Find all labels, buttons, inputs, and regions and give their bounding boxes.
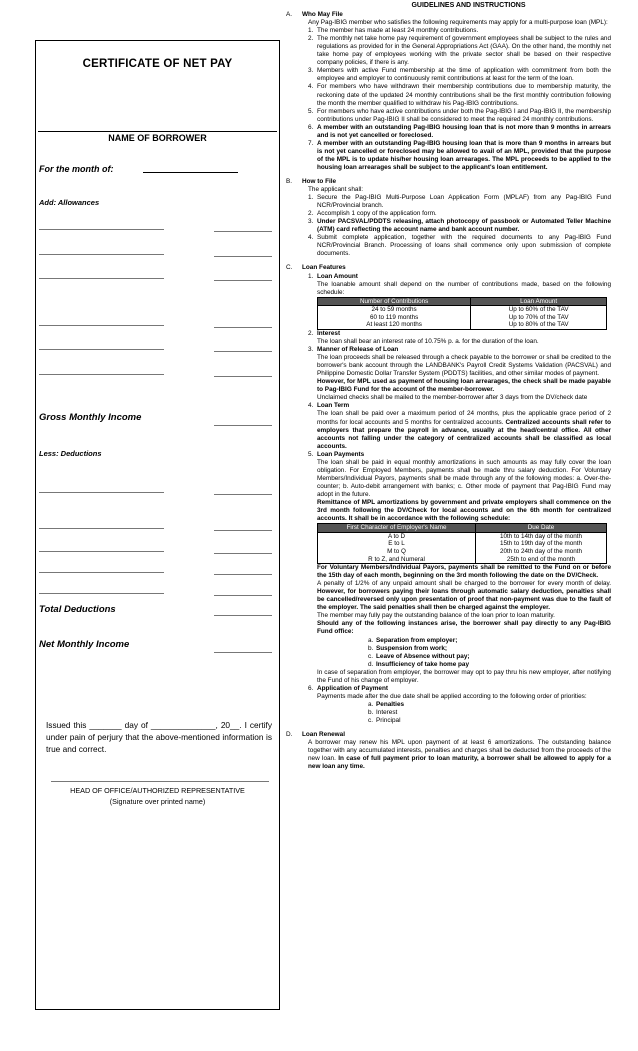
guidelines-title: GUIDELINES AND INSTRUCTIONS bbox=[411, 2, 526, 9]
direct-payment-text: Should any of the following instances arise, the borrower shall pay directly to any Pag-IBIG Fund office: bbox=[317, 620, 611, 636]
list-item: b. Suspension from work; bbox=[368, 644, 448, 652]
table-row: R to Z, and Numeral 25th to end of the month bbox=[318, 556, 607, 564]
section-d-heading: D. Loan Renewal bbox=[286, 731, 345, 739]
gross-amount-line[interactable] bbox=[214, 425, 272, 426]
renewal-text: A borrower may renew his MPL upon payment of at least 6 amortizations. The outstanding balance together with any accumulated interests, penalties and charges shall be deducted from the proceeds of the new loan. In case of full payment prior to loan maturity, a borrower shall be allowed to apply for a new loan any time. bbox=[308, 739, 611, 771]
deduction-amount-line[interactable] bbox=[214, 553, 272, 554]
deduction-line[interactable] bbox=[39, 593, 164, 594]
allowance-line[interactable] bbox=[39, 325, 164, 326]
section-b-heading: B. How to File bbox=[286, 177, 337, 185]
list-item: 5. For members who have active contributions under both the Pag-IBIG I and Pag-IBIG II, the membership contributions under Pag-IBIG II shall be considered to meet the required 24 monthly contributions. bbox=[308, 107, 611, 123]
table-header: Number of Contributions bbox=[318, 297, 471, 306]
deduction-amount-line[interactable] bbox=[214, 530, 272, 531]
allowance-amount-line[interactable] bbox=[214, 280, 272, 281]
signature-caption: (Signature over printed name) bbox=[109, 797, 206, 806]
deduction-line[interactable] bbox=[39, 528, 164, 529]
release-unclaimed-text: Unclaimed checks shall be mailed to the member-borrower after 3 days from the DV/check date bbox=[317, 394, 588, 402]
allowances-label: Add: Allowances bbox=[39, 198, 100, 207]
application-text: Payments made after the due date shall be applied according to the following order of priorities: bbox=[317, 692, 587, 700]
for-month-label: For the month of: bbox=[39, 164, 114, 174]
list-item: 3. Members with active Fund membership at the time of application with commitment from both the employee and employer to continuously remit contributions at least for the term of the loan. bbox=[308, 67, 611, 83]
table-header: Loan Amount bbox=[471, 297, 607, 306]
penalty-text: A penalty of 1/2% of any unpaid amount shall be charged to the borrower for every month of delay. However, for borrowers paying their loans through automatic salary deduction, penalties shall be cancelled/reversed only upon presentation of proof that non-payment was due to the fault of the employer. The said penalties shall then be charged against the employer. bbox=[317, 580, 611, 612]
list-item: 4. For members who have withdrawn their membership contributions due to membership maturity, the reckoning date of the updated 24 monthly contributions shall be the first monthly contribution following the month the member qualified to withdraw his Pag-IBIG contributions. bbox=[308, 83, 611, 107]
release-bold-text: However, for MPL used as payment of housing loan arrearages, the check shall be made payable to Pag-IBIG Fund for the account of the member-borrower. bbox=[317, 378, 611, 394]
list-item: d. Insufficiency of take home pay bbox=[368, 660, 470, 668]
separation-text: In case of separation from employer, the borrower may opt to pay thru his new employer, after notifying the Fund of his change of employer. bbox=[317, 668, 611, 684]
full-payment-text: The member may fully pay the outstanding balance of the loan prior to loan maturity. bbox=[317, 612, 555, 620]
table-row: M to Q 20th to 24th day of the month bbox=[318, 548, 607, 556]
deduction-amount-line[interactable] bbox=[214, 595, 272, 596]
gross-income-label: Gross Monthly Income bbox=[39, 412, 142, 423]
deduction-amount-line[interactable] bbox=[214, 494, 272, 495]
allowance-amount-line[interactable] bbox=[214, 351, 272, 352]
section-c-heading: C. Loan Features bbox=[286, 264, 346, 272]
release-text: The loan proceeds shall be released through a check payable to the borrower or shall be credited to the borrower's bank account through the LANDBANK's Payroll Credit Systems Validation (PACSVAL) and Philippine Domestic Dollar Transfer System (PDDTS) facilities, and other similar modes of payment. bbox=[317, 354, 611, 378]
list-item: 6. A member with an outstanding Pag-IBIG housing loan that is not more than 9 months in arrears and is not yet cancelled or foreclosed. bbox=[308, 123, 611, 139]
deduction-line[interactable] bbox=[39, 551, 164, 552]
section-a-intro: Any Pag-IBIG member who satisfies the following requirements may apply for a multi-purpose loan (MPL): bbox=[308, 19, 608, 27]
signatory-title: HEAD OF OFFICE/AUTHORIZED REPRESENTATIVE bbox=[70, 786, 245, 795]
allowance-amount-line[interactable] bbox=[214, 376, 272, 377]
voluntary-payors-text: For Voluntary Members/Individual Payors, payments shall be remitted to the Fund on or before the 15th day of each month, beginning on the 3rd month following the date on the DV/Check. bbox=[317, 564, 611, 580]
section-a-heading: A. Who May File bbox=[286, 11, 343, 19]
table-header: Due Date bbox=[476, 524, 607, 533]
allowance-amount-line[interactable] bbox=[214, 231, 272, 232]
guidelines-panel bbox=[286, 0, 611, 771]
list-item: 1. Secure the Pag-IBIG Multi-Purpose Loan Application Form (MPLAF) from any Pag-IBIG Fund NCR/Provincial branch. bbox=[308, 194, 611, 210]
interest-text: The loan shall bear an interest rate of 10.75% p. a. for the duration of the loan. bbox=[317, 338, 539, 346]
allowance-line[interactable] bbox=[39, 229, 164, 230]
net-income-label: Net Monthly Income bbox=[39, 639, 130, 650]
list-item: a. Separation from employer; bbox=[368, 636, 458, 644]
list-item: 3. Under PACSVAL/PDDTS releasing, attach photocopy of passbook or Automated Teller Machine (ATM) card reflecting the account name and bank account number. bbox=[308, 218, 611, 234]
allowance-line[interactable] bbox=[39, 278, 164, 279]
deduction-line[interactable] bbox=[39, 572, 164, 573]
list-item: 2. Accomplish 1 copy of the application form. bbox=[308, 210, 437, 218]
loan-term-heading: 4. Loan Term bbox=[308, 402, 350, 410]
deduction-amount-line[interactable] bbox=[214, 574, 272, 575]
table-row: 24 to 59 months Up to 60% of the TAV bbox=[318, 306, 607, 314]
deductions-label: Less: Deductions bbox=[39, 449, 102, 458]
allowance-line[interactable] bbox=[39, 254, 164, 255]
release-heading: 3. Manner of Release of Loan bbox=[308, 346, 399, 354]
total-deductions-label: Total Deductions bbox=[39, 604, 116, 615]
loan-payments-text: The loan shall be paid in equal monthly amortizations in such amounts as may fully cover the loan obligation. For Employed Members, payments shall be made thru salary deduction. For Voluntary Members/Individual Payors, payments shall be made through any of the following modes: a. Over-the-counter; b. Auto-debit arrangement with banks; c. Other mode of payment that Pag-IBIG Fund may adopt in the future. bbox=[317, 458, 611, 498]
loan-amount-heading: 1. Loan Amount bbox=[308, 272, 358, 280]
deduction-line[interactable] bbox=[39, 492, 164, 493]
table-row: 60 to 119 months Up to 70% of the TAV bbox=[318, 314, 607, 322]
allowance-line[interactable] bbox=[39, 374, 164, 375]
net-income-line[interactable] bbox=[214, 652, 272, 653]
list-item: a. Penalties bbox=[368, 700, 405, 708]
due-date-table bbox=[317, 523, 607, 564]
loan-payments-heading: 5. Loan Payments bbox=[308, 450, 365, 458]
certificate-title: CERTIFICATE OF NET PAY bbox=[82, 58, 233, 70]
allowance-amount-line[interactable] bbox=[214, 327, 272, 328]
list-item: 2. The monthly net take home pay requirement of government employees shall be subject to the rules and regulations as provided for in the General Appropriations Act (GAA). On the other hand, the monthly net take home pay of employees working with the private sector shall be based on their respective company policies, if there is any. bbox=[308, 35, 611, 67]
section-b-intro: The applicant shall: bbox=[308, 186, 364, 194]
table-header: First Character of Employer's Name bbox=[318, 524, 476, 533]
borrower-name-line[interactable] bbox=[38, 131, 277, 132]
table-row: A to D 10th to 14th day of the month bbox=[318, 532, 607, 540]
table-row: E to L 15th to 19th day of the month bbox=[318, 540, 607, 548]
signature-line[interactable] bbox=[51, 781, 269, 782]
list-item: 4. Submit complete application, together with the required documents to any Pag-IBIG Fund NCR/Provincial Branch. Processing of loans shall commence only upon submission of complete documents. bbox=[308, 234, 611, 258]
list-item: 7. A member with an outstanding Pag-IBIG housing loan that is more than 9 months in arrears but is not yet cancelled or foreclosed may be allowed to avail of an MPL, provided that the purpose of the MPL is to update his/her housing loan arrearages. The MPL proceeds to be applied to the housing loan arrearages shall be subject to the applicant's loan entitlement. bbox=[308, 139, 611, 171]
total-deductions-line[interactable] bbox=[214, 615, 272, 616]
issued-statement: Issued this _______ day of ______________, 20__. I certify under pain of perjury that the above-mentioned information is true and correct. bbox=[46, 720, 272, 754]
borrower-name-label: NAME OF BORROWER bbox=[108, 133, 207, 143]
month-field-line[interactable] bbox=[143, 172, 238, 173]
list-item: c. Leave of Absence without pay; bbox=[368, 652, 470, 660]
list-item: b. Interest bbox=[368, 708, 398, 716]
certificate-panel bbox=[35, 40, 280, 1010]
list-item: 1. The member has made at least 24 monthly contributions. bbox=[308, 27, 479, 35]
list-item: c. Principal bbox=[368, 717, 401, 724]
allowance-amount-line[interactable] bbox=[214, 256, 272, 257]
application-heading: 6. Application of Payment bbox=[308, 684, 389, 692]
table-row: At least 120 months Up to 80% of the TAV bbox=[318, 321, 607, 329]
loan-term-text: The loan shall be paid over a maximum period of 24 months, plus the applicable grace period of 2 months for local accounts and 5 months for centralized accounts. Centralized accounts shall refer to employers that prepare the payroll in advance, usually at the head/central office. All other accounts not falling under the category of centralized accounts shall be classified as local accounts. bbox=[317, 410, 611, 450]
remittance-text: Remittance of MPL amortizations by government and private employers shall commence on the 3rd month following the DV/Check for local accounts and on the 6th month for centralized accounts. It shall be in accordance with the following schedule: bbox=[317, 499, 611, 523]
interest-heading: 2. Interest bbox=[308, 330, 341, 338]
loan-amount-text: The loanable amount shall depend on the number of contributions made, based on the following schedule: bbox=[317, 280, 611, 296]
allowance-line[interactable] bbox=[39, 349, 164, 350]
loan-amount-table bbox=[317, 297, 607, 330]
